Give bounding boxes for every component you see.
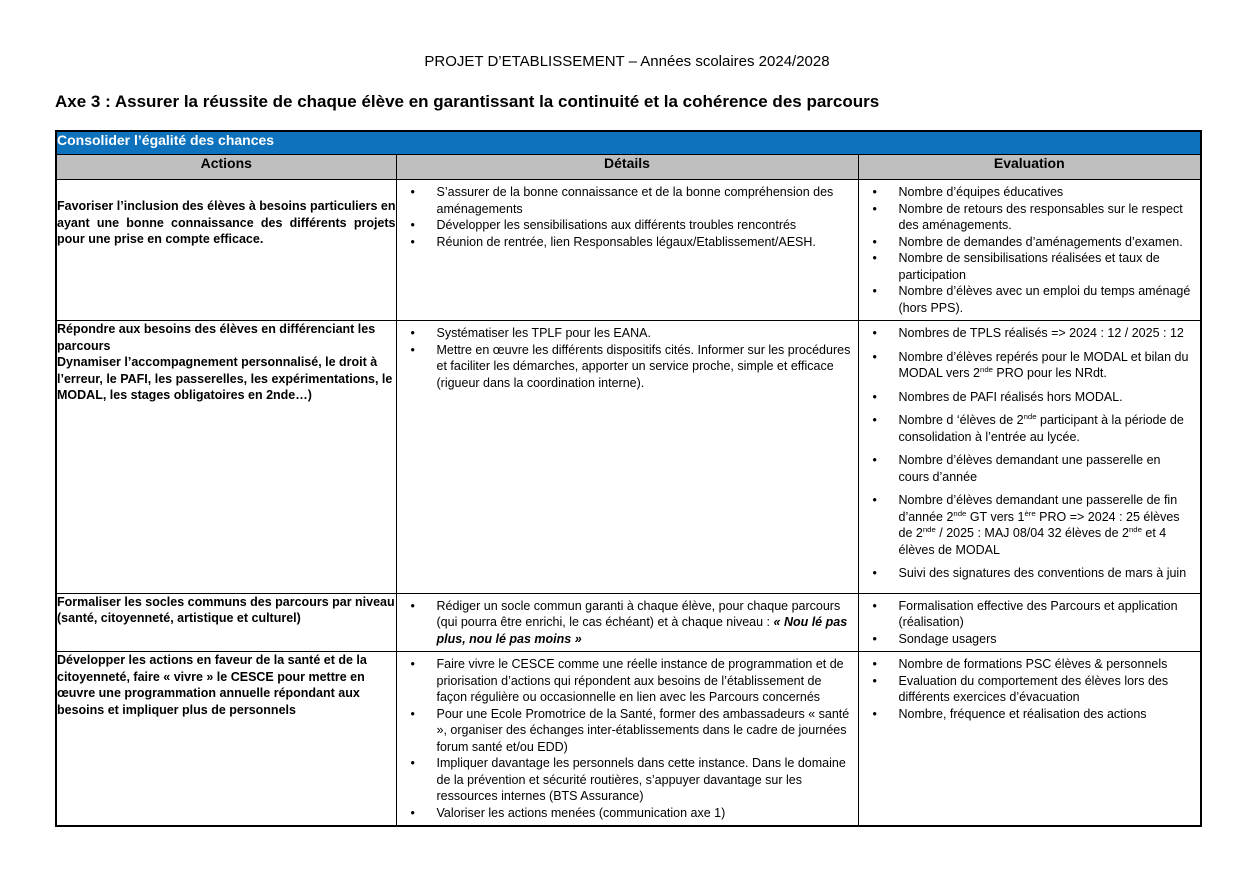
bullet-icon: •: [410, 342, 415, 357]
bullet-icon: •: [872, 201, 877, 216]
bullet-icon: •: [872, 234, 877, 249]
list-item: [397, 656, 852, 706]
table-header-row: [56, 155, 1201, 180]
details-cell: [396, 180, 858, 321]
bullet-text: Pour une Ecole Promotrice de la Santé, former des ambassadeurs « santé », organiser des échanges inter-établissements dans le cadre de journées forum santé et/ou EDD): [436, 706, 850, 754]
bullet-text: Rédiger un socle commun garanti à chaque élève, pour chaque parcours (qui pourra être enrichi, le cas échéant) et à chaque niveau :: [436, 598, 841, 629]
list-item: [859, 656, 1195, 673]
bullet-icon: •: [872, 185, 877, 199]
bullet-text: Nombre d’équipes éducatives: [898, 185, 1064, 199]
action-cell: [56, 321, 396, 594]
superscript-text: ère: [1024, 508, 1036, 518]
evaluation-cell: [858, 180, 1201, 321]
quote-text: « Nou lé pas plus, nou lé pas moins »: [436, 615, 848, 646]
bullet-text: Développer les sensibilisations aux différents troubles rencontrés: [436, 218, 797, 232]
superscript-text: nde: [922, 524, 936, 534]
details-cell: [396, 652, 858, 827]
bullet-text: Valoriser les actions menées (communication axe 1): [436, 805, 726, 820]
bullet-text: et 4 élèves de MODAL: [898, 526, 1167, 557]
list-item: [859, 349, 1195, 382]
action-text: Dynamiser l’accompagnement personnalisé, le droit à l’erreur, le PAFI, les passerelles, les expérimentations, le MODAL, les stages obligatoires en 2nde…): [57, 355, 393, 402]
axis-table: [55, 130, 1202, 827]
list-item: [859, 565, 1195, 582]
list-item: [859, 201, 1195, 234]
superscript-text: nde: [953, 508, 967, 518]
list-item: [397, 755, 852, 805]
table-banner: Consolider l’égalité des chances: [56, 131, 1201, 155]
list-item: [859, 706, 1195, 723]
list-item: [859, 631, 1195, 648]
action-text: Formaliser les socles communs des parcours par niveau (santé, citoyenneté, artistique et culturel): [57, 594, 395, 625]
evaluation-cell: [858, 321, 1201, 594]
bullet-text: Nombre de retours des responsables sur le respect des aménagements.: [898, 201, 1183, 232]
bullet-text: Formalisation effective des Parcours et application (réalisation): [898, 598, 1178, 629]
evaluation-cell: [858, 593, 1201, 652]
list-item: [397, 234, 852, 251]
list-item: [859, 598, 1195, 631]
list-item: [859, 184, 1195, 201]
bullet-text: PRO pour les NRdt.: [992, 366, 1107, 380]
bullet-text: Nombre d’élèves demandant une passerelle en cours d’année: [898, 453, 1161, 484]
table-row: [56, 180, 1201, 321]
list-item: [859, 673, 1195, 706]
list-item: [859, 325, 1195, 342]
bullet-icon: •: [410, 756, 415, 770]
bullet-icon: •: [410, 598, 415, 613]
bullet-icon: •: [872, 706, 877, 721]
bullet-text: Suivi des signatures des conventions de mars à juin: [898, 566, 1187, 580]
bullet-icon: •: [872, 493, 877, 507]
list-item: [859, 389, 1195, 406]
column-header-evaluation: Evaluation: [858, 155, 1201, 180]
action-text: Développer les actions en faveur de la santé et de la citoyenneté, faire « vivre » le CESCE pour mettre en œuvre une programmation annuelle répondant aux besoins et impliquer plus de personnels: [57, 653, 367, 717]
bullet-icon: •: [872, 598, 877, 613]
bullet-text: Nombre d’élèves avec un emploi du temps aménagé (hors PPS).: [898, 284, 1191, 315]
action-cell: [56, 593, 396, 652]
superscript-text: nde: [1128, 524, 1142, 534]
bullet-text: Nombres de TPLS réalisés => 2024 : 12 / 2025 : 12: [898, 326, 1184, 340]
action-text: Favoriser l’inclusion des élèves à besoins particuliers en ayant une bonne connaissance des différents projets pour une prise en compte efficace.: [57, 199, 396, 246]
list-item: [397, 706, 852, 756]
bullet-icon: •: [410, 218, 415, 232]
list-item: [397, 805, 852, 822]
list-item: [859, 283, 1195, 316]
bullet-text: Evaluation du comportement des élèves lors des différents exercices d’évacuation: [898, 673, 1169, 704]
list-item: [397, 598, 852, 648]
list-item: [397, 217, 852, 234]
table-row: [56, 652, 1201, 827]
bullet-text: Sondage usagers: [898, 631, 997, 646]
bullet-icon: •: [410, 234, 415, 249]
axis-table-container: [55, 130, 1202, 827]
list-item: [397, 325, 852, 342]
bullet-icon: •: [872, 657, 877, 671]
bullet-icon: •: [410, 706, 415, 721]
bullet-text: Nombre de demandes d’aménagements d’examen.: [898, 234, 1183, 249]
action-cell: [56, 180, 396, 321]
bullet-icon: •: [872, 326, 877, 340]
bullet-text: participant à la période de consolidation à l’entrée au lycée.: [898, 413, 1184, 444]
action-cell: [56, 652, 396, 827]
bullet-icon: •: [872, 413, 877, 427]
bullet-icon: •: [410, 185, 415, 199]
bullet-text: Impliquer davantage les personnels dans cette instance. Dans le domaine de la prévention et sécurité routières, s’appuyer davantage sur les ressources internes (BTS Assurance): [436, 756, 846, 803]
details-cell: [396, 593, 858, 652]
bullet-text: Réunion de rentrée, lien Responsables légaux/Etablissement/AESH.: [436, 234, 816, 249]
evaluation-cell: [858, 652, 1201, 827]
bullet-icon: •: [872, 566, 877, 580]
bullet-text: Mettre en œuvre les différents dispositifs cités. Informer sur les procédures et faciliter les démarches, apporter un service proche, simple et efficace (rigueur dans la coordination interne).: [436, 342, 851, 390]
bullet-text: GT vers 1: [966, 509, 1025, 524]
bullet-text: S’assurer de la bonne connaissance et de la bonne compréhension des aménagements: [436, 185, 834, 216]
list-item: [859, 250, 1195, 283]
bullet-icon: •: [872, 284, 877, 298]
bullet-text: PRO => 2024 : 25 élèves de 2: [898, 509, 1180, 540]
bullet-icon: •: [872, 453, 877, 467]
bullet-icon: •: [872, 251, 877, 265]
bullet-text: Nombre d ‘élèves de 2: [898, 413, 1024, 427]
details-cell: [396, 321, 858, 594]
table-row: [56, 593, 1201, 652]
axis-title: Axe 3 : Assurer la réussite de chaque élève en garantissant la continuité et la cohérence des parcours: [55, 92, 880, 111]
list-item: [397, 184, 852, 217]
list-item: [859, 492, 1195, 558]
bullet-text: Nombres de PAFI réalisés hors MODAL.: [898, 389, 1123, 404]
bullet-icon: •: [872, 389, 877, 404]
list-item: [397, 342, 852, 392]
column-header-details: Détails: [396, 155, 858, 180]
bullet-icon: •: [410, 326, 415, 340]
column-header-actions: Actions: [56, 155, 396, 180]
list-item: [859, 234, 1195, 251]
bullet-icon: •: [872, 631, 877, 646]
page-header: PROJET D’ETABLISSEMENT – Années scolaires 2024/2028: [424, 53, 830, 70]
superscript-text: nde: [980, 364, 993, 374]
superscript-text: nde: [1023, 411, 1037, 421]
bullet-text: Nombre de formations PSC élèves & personnels: [898, 657, 1168, 671]
bullet-icon: •: [410, 805, 415, 820]
table-banner-row: [56, 131, 1201, 155]
bullet-icon: •: [410, 657, 415, 671]
bullet-text: Nombre, fréquence et réalisation des actions: [898, 706, 1147, 721]
bullet-text: Systématiser les TPLF pour les EANA.: [436, 326, 651, 340]
bullet-text: Nombre d’élèves repérés pour le MODAL et bilan du MODAL vers 2: [898, 349, 1189, 380]
bullet-text: / 2025 : MAJ 08/04 32 élèves de 2: [935, 526, 1129, 540]
list-item: [859, 412, 1195, 445]
table-row: [56, 321, 1201, 594]
bullet-text: Nombre de sensibilisations réalisées et taux de participation: [898, 251, 1160, 282]
bullet-text: Faire vivre le CESCE comme une réelle instance de programmation et de priorisation d’actions qui répondent aux besoins de l’établissement de façon régulière ou occasionnelle en lien avec les Parcours concernés: [436, 657, 844, 704]
bullet-icon: •: [872, 673, 877, 688]
list-item: [859, 452, 1195, 485]
action-text: Répondre aux besoins des élèves en différenciant les parcours: [57, 322, 376, 353]
bullet-icon: •: [872, 349, 877, 364]
bullet-text: Nombre d’élèves demandant une passerelle de fin d’année 2: [898, 493, 1178, 524]
